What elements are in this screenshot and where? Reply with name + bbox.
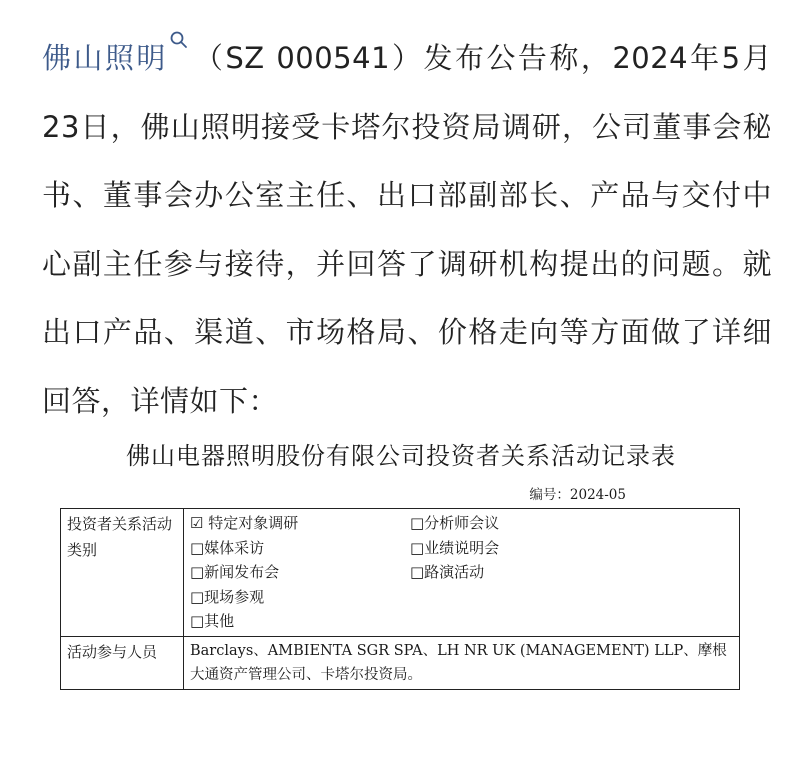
record-document xyxy=(60,430,742,690)
table-row xyxy=(61,509,740,637)
document-number: 编号：2024-05 xyxy=(529,487,626,503)
article-paragraph xyxy=(42,24,772,435)
option-earnings-briefing: □业绩说明会 xyxy=(410,538,500,557)
activity-type-options xyxy=(184,509,740,637)
search-icon[interactable] xyxy=(169,30,189,50)
record-table xyxy=(60,508,740,690)
stock-name-link[interactable]: 佛山照明 xyxy=(42,41,168,75)
table-row xyxy=(61,636,740,689)
option-specific-research: ☑ 特定对象调研 xyxy=(190,514,299,532)
article-body: （SZ 000541）发布公告称，2024年5月23日，佛山照明接受卡塔尔投资局调研，公司董事会秘书、董事会办公室主任、出口部副部长、产品与交付中心副主任参与接待，并回答了调研机构提出的问题。就出口产品、渠道、市场格局、价格走向等方面做了详细回答，详情如下： xyxy=(42,41,772,418)
participants-label: 活动参与人员 xyxy=(61,636,184,689)
option-other: □其他 xyxy=(190,612,235,630)
option-empty xyxy=(410,585,733,610)
document-title: 佛山电器照明股份有限公司投资者关系活动记录表 xyxy=(126,442,676,470)
activity-type-label: 投资者关系活动类别 xyxy=(61,509,184,637)
option-roadshow: □路演活动 xyxy=(410,563,485,581)
option-media-interview: □媒体采访 xyxy=(190,538,265,557)
participants-value: Barclays、AMBIENTA SGR SPA、LH NR UK (MANAGEMENT) LLP、摩根大通资产管理公司、卡塔尔投资局。 xyxy=(184,636,740,689)
option-analyst-meeting: □分析师会议 xyxy=(410,514,500,532)
option-site-visit: □现场参观 xyxy=(190,587,265,606)
option-press-conference: □新闻发布会 xyxy=(190,563,280,581)
